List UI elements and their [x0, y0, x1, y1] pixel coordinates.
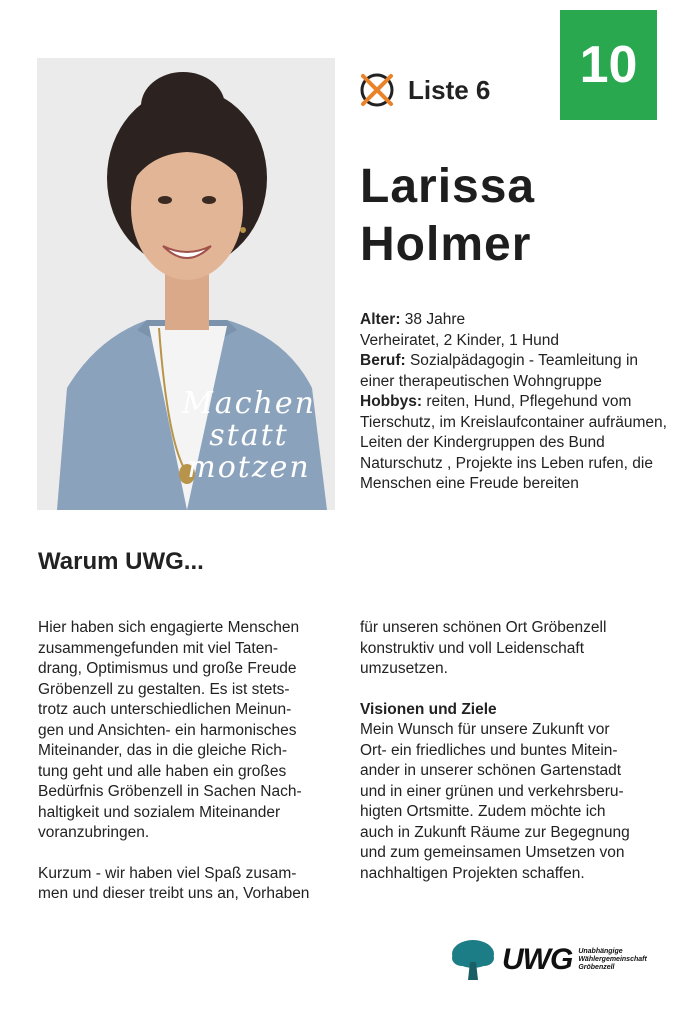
visions-heading: Visionen und Ziele — [360, 700, 497, 718]
family-line: Verheiratet, 2 Kinder, 1 Hund — [360, 331, 560, 349]
candidate-photo — [37, 58, 335, 510]
age-value: 38 Jahre — [404, 311, 466, 328]
paragraph: Hier haben sich engagierte Menschen zusammengefunden mit viel Taten- drang, Optimismus und große Freude Gröbenzell zu gestalten. Es ist stets- trotz auch unterschiedlichen Meinun- gen und Ansichten- ein harmonisches Miteinander, das in die gleiche Rich- tung geht und alle haben ein großes Bedürfnis Gröbenzell in Sachen Nach- haltigkeit und sozialem Miteinander voranzubringen. — [38, 619, 302, 841]
last-name: Holmer — [360, 218, 532, 271]
logo-subtitle-line: Unabhängige — [578, 948, 623, 955]
job-value: Sozialpädagogin - Teamleitung in einer therapeutischen Wohngruppe — [360, 352, 639, 390]
text-column-right — [360, 618, 660, 904]
paragraph: Mein Wunsch für unsere Zukunft vor Ort- ein friedliches und buntes Mitein- ander in unserer schönen Gartenstadt und in einer grünen und verkehrsberu- higten Ortsmitte. Zudem möchte ich auch in Zukunft Räume zur Begegnung und zum gemeinsamen Umsetzen von nachhaltigen Projekten schaffen. — [360, 721, 630, 882]
slogan-line: Machen — [182, 386, 316, 421]
text-column-left — [38, 618, 338, 925]
logo-subtitle-line: Wählergemeinschaft — [578, 956, 647, 963]
first-name: Larissa — [360, 160, 536, 213]
list-label: Liste 6 — [408, 74, 491, 105]
candidate-info — [360, 310, 675, 495]
slogan-line: motzen — [187, 450, 311, 485]
tree-icon — [450, 938, 496, 982]
list-position-number: 10 — [579, 36, 638, 94]
logo-subtitle-line: Gröbenzell — [578, 964, 615, 971]
slogan-line: statt — [209, 418, 289, 453]
logo-wordmark: UWG — [502, 943, 573, 976]
list-position-badge — [560, 10, 657, 120]
hobby-value: reiten, Hund, Pflegehund vom Tierschutz, im Kreislaufcontainer aufräumen, Leiten der Kindergruppen des Bund Naturschutz , Projekte ins Leben rufen, die Menschen eine Freude bereiten — [360, 393, 667, 492]
paragraph: für unseren schönen Ort Gröbenzell konstruktiv und voll Leidenschaft umzusetzen. — [360, 619, 607, 677]
ballot-cross-icon — [358, 71, 396, 109]
job-line — [360, 351, 675, 392]
ballot-list — [358, 70, 490, 110]
age-line — [360, 310, 675, 331]
age-label: Alter: — [360, 311, 401, 328]
job-label: Beruf: — [360, 352, 406, 369]
hobby-line — [360, 392, 675, 495]
uwg-logo — [450, 936, 670, 984]
section-title: Warum UWG... — [38, 548, 204, 575]
hobby-label: Hobbys: — [360, 393, 422, 410]
logo-subtitle — [578, 948, 646, 972]
photo-slogan — [169, 388, 329, 484]
paragraph: Kurzum - wir haben viel Spaß zusam- men und dieser treibt uns an, Vorhaben — [38, 864, 310, 902]
candidate-name — [360, 158, 535, 274]
